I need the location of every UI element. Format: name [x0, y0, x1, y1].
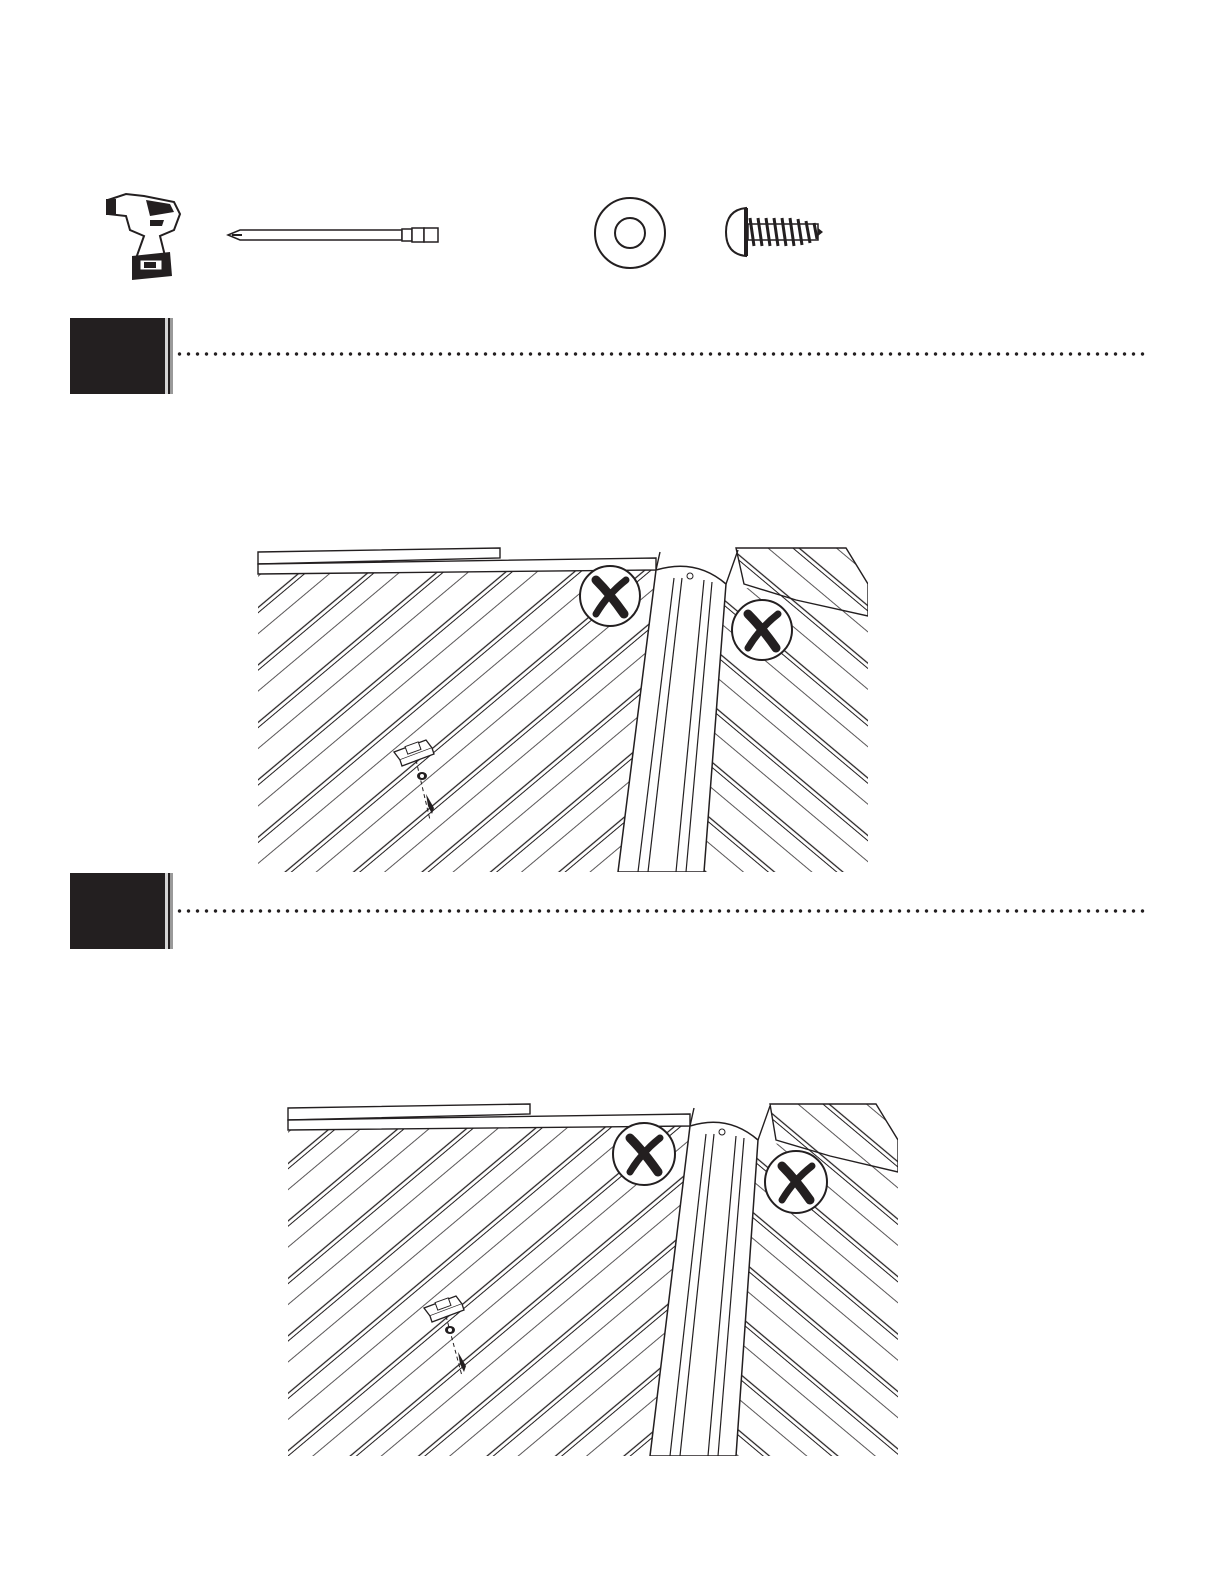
- phillips-bit-icon: [226, 224, 442, 246]
- cordless-drill-icon: [104, 190, 194, 282]
- roof-panel-illustration: [256, 544, 868, 872]
- flat-washer-icon: [592, 195, 668, 271]
- step-number-block: [70, 318, 165, 394]
- step-number: [70, 873, 165, 949]
- dotted-divider: [175, 909, 1145, 913]
- step-number-block: [70, 873, 165, 949]
- do-not-icon: [732, 600, 792, 660]
- pan-head-screw-icon: [724, 204, 824, 260]
- do-not-icon: [613, 1123, 675, 1185]
- step-edge-bar: [165, 318, 173, 394]
- dotted-divider: [175, 352, 1145, 356]
- do-not-icon: [580, 566, 640, 626]
- do-not-icon: [765, 1151, 827, 1213]
- step-edge-bar: [165, 873, 173, 949]
- step-number: [70, 318, 165, 394]
- roof-panel-illustration: [286, 1100, 898, 1456]
